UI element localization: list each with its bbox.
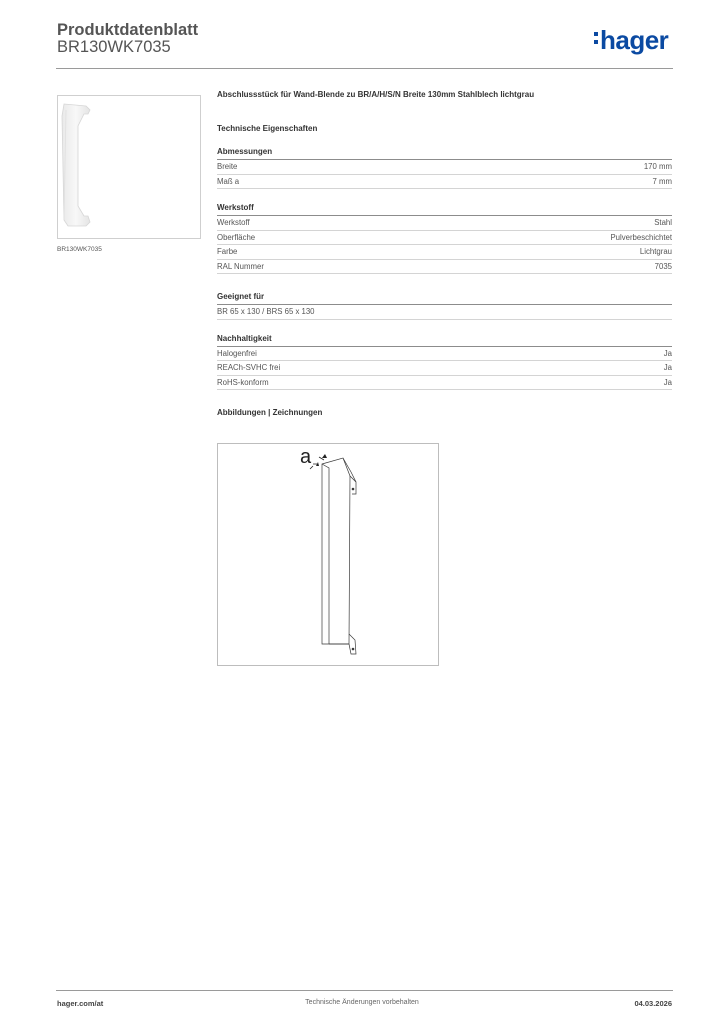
property-label: RoHS-konform <box>217 377 269 387</box>
document-subtitle: BR130WK7035 <box>57 38 171 56</box>
document-title: Produktdatenblatt <box>57 21 199 39</box>
property-value: 7 mm <box>652 176 672 186</box>
property-label: Oberfläche <box>217 232 256 242</box>
property-row <box>217 245 672 260</box>
drawing-hole <box>352 648 355 651</box>
property-row <box>217 231 672 246</box>
property-row <box>217 175 672 190</box>
property-row <box>217 305 672 320</box>
property-value: 7035 <box>654 261 672 271</box>
property-value: Ja <box>663 348 672 358</box>
section-heading: Nachhaltigkeit <box>217 334 672 347</box>
product-description: Abschlussstück für Wand-Blende zu BR/A/H/S/N Breite 130mm Stahlblech lichtgrau <box>217 90 535 99</box>
property-label: Breite <box>217 162 238 171</box>
section-nachhaltigkeit <box>217 334 672 391</box>
property-label: Maß a <box>217 176 240 186</box>
section-heading: Geeignet für <box>217 292 672 305</box>
product-image <box>57 95 201 239</box>
logo-colon-icon <box>594 28 600 48</box>
property-value: Pulverbeschichtet <box>610 232 672 242</box>
section-abmessungen <box>217 147 672 189</box>
section-heading: Werkstoff <box>217 203 672 216</box>
section-heading: Abmessungen <box>217 147 672 160</box>
property-value: Ja <box>663 377 672 387</box>
property-row <box>217 376 672 391</box>
drawing-hole <box>352 488 355 491</box>
header-divider <box>56 68 673 69</box>
property-label: Halogenfrei <box>217 348 257 358</box>
drawings-heading: Abbildungen | Zeichnungen <box>217 408 323 417</box>
technical-drawing <box>217 443 439 666</box>
footer-website-link[interactable]: hager.com/at <box>57 999 104 1008</box>
footer-note: Technische Änderungen vorbehalten <box>305 999 419 1006</box>
property-label: REACh-SVHC frei <box>217 363 281 372</box>
property-value: Lichtgrau <box>639 247 672 256</box>
section-werkstoff <box>217 203 672 274</box>
property-row <box>217 260 672 275</box>
property-label: Farbe <box>217 247 238 256</box>
main-content <box>217 90 672 423</box>
property-row <box>217 160 672 175</box>
section-geeignet <box>217 292 672 320</box>
drawing-art <box>218 444 438 665</box>
property-row <box>217 347 672 362</box>
footer-divider <box>56 990 673 991</box>
property-label: RAL Nummer <box>217 261 264 271</box>
property-row <box>217 361 672 376</box>
property-value: Ja <box>663 363 672 372</box>
property-value: Stahl <box>654 218 672 227</box>
property-label: BR 65 x 130 / BRS 65 x 130 <box>217 307 315 316</box>
hager-logo[interactable] <box>594 27 668 53</box>
logo-text: hager <box>600 25 669 55</box>
footer-date: 04.03.2026 <box>634 999 672 1008</box>
tech-properties-heading: Technische Eigenschaften <box>217 124 318 133</box>
property-label: Werkstoff <box>217 218 250 227</box>
product-image-art <box>58 96 200 238</box>
property-row <box>217 216 672 231</box>
image-caption: BR130WK7035 <box>57 246 102 253</box>
dimension-label: a <box>300 446 312 468</box>
property-value: 170 mm <box>643 162 672 171</box>
